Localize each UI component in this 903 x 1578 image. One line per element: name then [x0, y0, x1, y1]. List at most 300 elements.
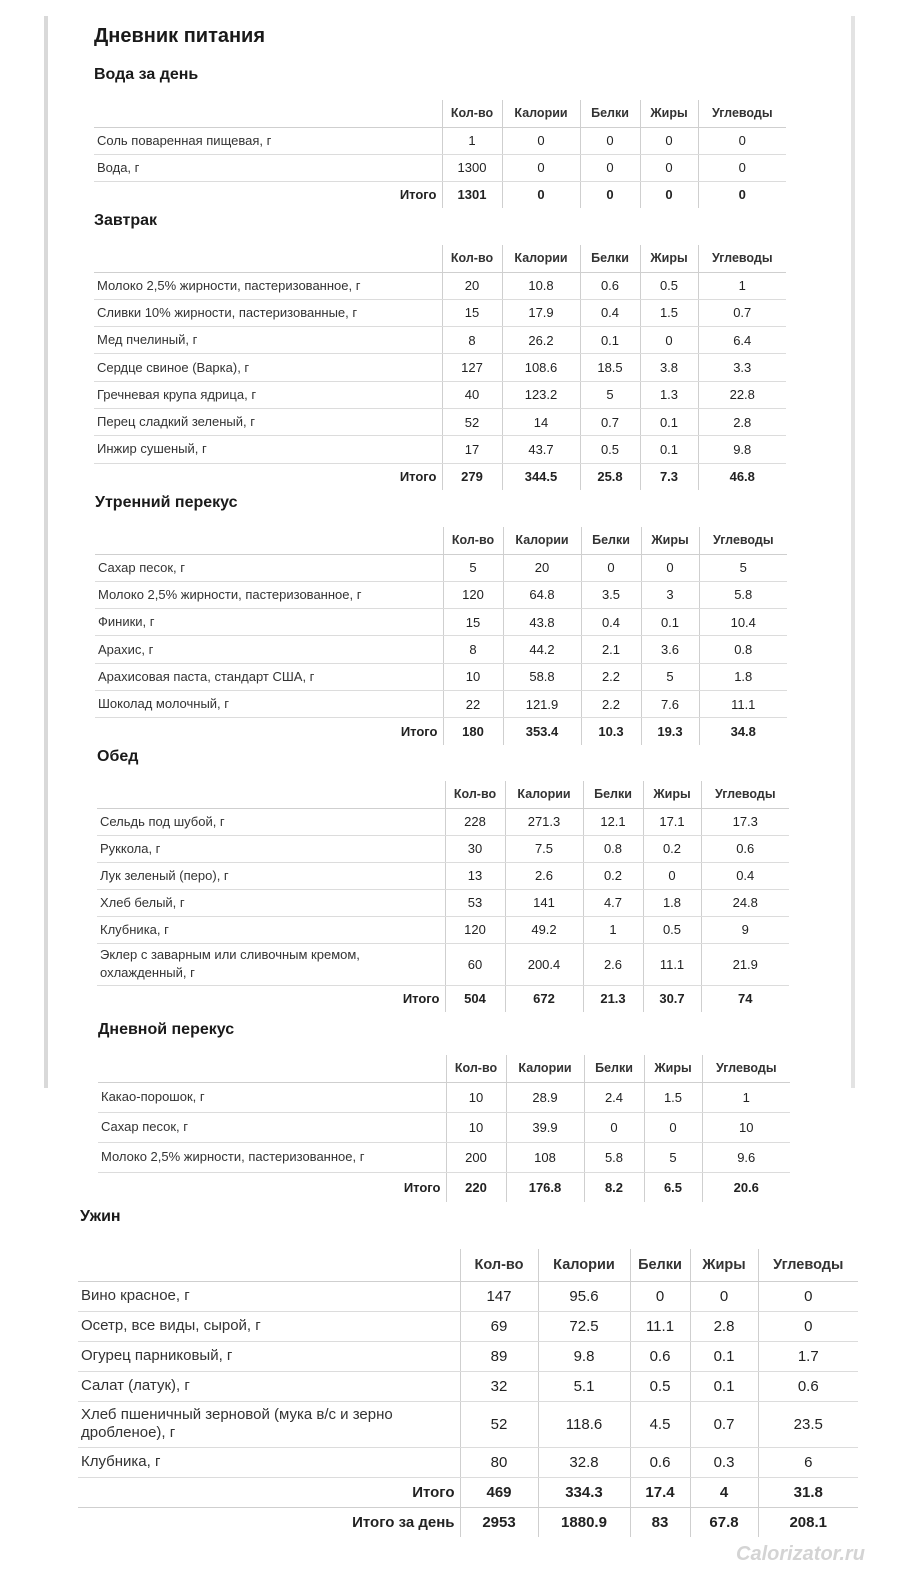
column-header: Калории	[505, 781, 583, 808]
total-value-cell: 279	[442, 463, 502, 490]
table-row	[94, 299, 786, 326]
value-cell: 0.4	[701, 862, 789, 889]
total-value-cell: 176.8	[506, 1172, 584, 1202]
total-value-cell: 30.7	[643, 985, 701, 1012]
column-header: Белки	[580, 100, 640, 127]
value-cell: 0	[690, 1281, 758, 1311]
column-header: Белки	[580, 245, 640, 272]
value-cell: 10.4	[699, 609, 787, 636]
food-name-cell: Хлеб белый, г	[97, 889, 445, 916]
value-cell: 2.6	[505, 862, 583, 889]
value-cell: 0.2	[643, 835, 701, 862]
column-header: Углеводы	[702, 1055, 790, 1082]
meal-table	[98, 1055, 790, 1202]
food-name-cell: Вино красное, г	[78, 1281, 460, 1311]
value-cell: 1.5	[640, 299, 698, 326]
food-name-cell: Сахар песок, г	[95, 554, 443, 581]
value-cell: 0	[643, 862, 701, 889]
total-value-cell: 8.2	[584, 1172, 644, 1202]
total-row	[98, 1172, 790, 1202]
food-name-cell: Сердце свиное (Варка), г	[94, 354, 442, 381]
table-row	[97, 943, 789, 985]
table-row	[78, 1401, 858, 1447]
food-name-cell: Сливки 10% жирности, пастеризованные, г	[94, 299, 442, 326]
value-cell: 0.5	[640, 272, 698, 299]
value-cell: 0.6	[630, 1447, 690, 1477]
total-value-cell: 0	[580, 181, 640, 208]
food-name-cell: Салат (латук), г	[78, 1371, 460, 1401]
value-cell: 0	[584, 1112, 644, 1142]
value-cell: 0.7	[690, 1401, 758, 1447]
value-cell: 11.1	[643, 943, 701, 985]
table-row	[97, 862, 789, 889]
table-row	[94, 272, 786, 299]
table-row	[94, 154, 786, 181]
value-cell: 8	[442, 327, 502, 354]
value-cell: 32.8	[538, 1447, 630, 1477]
header-blank-cell	[98, 1055, 446, 1082]
food-name-cell: Эклер с заварным или сливочным кремом, охлажденный, г	[97, 943, 445, 985]
value-cell: 10	[702, 1112, 790, 1142]
value-cell: 43.8	[503, 609, 581, 636]
food-name-cell: Хлеб пшеничный зерновой (мука в/с и зерно дробленое), г	[78, 1401, 460, 1447]
value-cell: 15	[443, 609, 503, 636]
value-cell: 22.8	[698, 381, 786, 408]
page-title: Дневник питания	[94, 25, 266, 47]
column-header: Калории	[538, 1249, 630, 1281]
table-row	[78, 1281, 858, 1311]
value-cell: 17.9	[502, 299, 580, 326]
value-cell: 0.6	[580, 272, 640, 299]
column-header: Калории	[502, 245, 580, 272]
column-header: Кол-во	[446, 1055, 506, 1082]
total-value-cell: 83	[630, 1507, 690, 1537]
total-label: Итого	[400, 724, 438, 740]
value-cell: 32	[460, 1371, 538, 1401]
total-value-cell: 34.8	[699, 718, 787, 745]
value-cell: 121.9	[503, 690, 581, 717]
value-cell: 0.8	[583, 835, 643, 862]
food-name-cell: Вода, г	[94, 154, 442, 181]
total-label: Итого за день	[352, 1513, 455, 1531]
value-cell: 5	[699, 554, 787, 581]
food-name-cell: Руккола, г	[97, 835, 445, 862]
value-cell: 0.6	[701, 835, 789, 862]
value-cell: 0	[758, 1281, 858, 1311]
value-cell: 10	[446, 1112, 506, 1142]
value-cell: 0.3	[690, 1447, 758, 1477]
value-cell: 5	[443, 554, 503, 581]
table-row	[94, 354, 786, 381]
value-cell: 0	[698, 127, 786, 154]
value-cell: 0	[640, 154, 698, 181]
value-cell: 2.2	[581, 663, 641, 690]
column-header: Белки	[584, 1055, 644, 1082]
value-cell: 3.6	[641, 636, 699, 663]
value-cell: 53	[445, 889, 505, 916]
value-cell: 108	[506, 1142, 584, 1172]
total-value-cell: 4	[690, 1477, 758, 1507]
value-cell: 0	[580, 154, 640, 181]
table-row	[78, 1371, 858, 1401]
value-cell: 2.4	[584, 1082, 644, 1112]
column-header: Калории	[502, 100, 580, 127]
value-cell: 0	[502, 154, 580, 181]
value-cell: 89	[460, 1341, 538, 1371]
value-cell: 0.4	[581, 609, 641, 636]
total-value-cell: 17.4	[630, 1477, 690, 1507]
section-title: Завтрак	[94, 212, 158, 229]
section-title: Обед	[97, 748, 139, 765]
value-cell: 3.3	[698, 354, 786, 381]
total-row	[94, 463, 786, 490]
value-cell: 0	[581, 554, 641, 581]
value-cell: 11.1	[699, 690, 787, 717]
total-value-cell: 67.8	[690, 1507, 758, 1537]
value-cell: 0	[640, 327, 698, 354]
value-cell: 58.8	[503, 663, 581, 690]
value-cell: 0.6	[630, 1341, 690, 1371]
value-cell: 4.7	[583, 889, 643, 916]
table-row	[95, 636, 787, 663]
food-name-cell: Огурец парниковый, г	[78, 1341, 460, 1371]
total-value-cell: 469	[460, 1477, 538, 1507]
total-value-cell: 0	[698, 181, 786, 208]
value-cell: 17.1	[643, 808, 701, 835]
value-cell: 17.3	[701, 808, 789, 835]
value-cell: 1	[583, 916, 643, 943]
header-blank-cell	[95, 527, 443, 554]
column-header: Кол-во	[460, 1249, 538, 1281]
table-row	[78, 1341, 858, 1371]
meal-table	[97, 781, 789, 1012]
value-cell: 30	[445, 835, 505, 862]
column-header: Калории	[503, 527, 581, 554]
value-cell: 0	[698, 154, 786, 181]
total-value-cell: 672	[505, 985, 583, 1012]
value-cell: 22	[443, 690, 503, 717]
value-cell: 5	[641, 663, 699, 690]
value-cell: 1.7	[758, 1341, 858, 1371]
total-value-cell: 0	[502, 181, 580, 208]
value-cell: 72.5	[538, 1311, 630, 1341]
value-cell: 15	[442, 299, 502, 326]
total-label: Итого	[399, 187, 437, 203]
value-cell: 5	[644, 1142, 702, 1172]
value-cell: 10.8	[502, 272, 580, 299]
total-value-cell: 21.3	[583, 985, 643, 1012]
column-header: Углеводы	[698, 100, 786, 127]
food-name-cell: Молоко 2,5% жирности, пастеризованное, г	[95, 581, 443, 608]
food-name-cell: Клубника, г	[97, 916, 445, 943]
value-cell: 120	[443, 581, 503, 608]
value-cell: 120	[445, 916, 505, 943]
food-name-cell: Арахис, г	[95, 636, 443, 663]
food-name-cell: Молоко 2,5% жирности, пастеризованное, г	[98, 1142, 446, 1172]
food-name-cell: Сельдь под шубой, г	[97, 808, 445, 835]
value-cell: 5.8	[699, 581, 787, 608]
table-row	[95, 554, 787, 581]
value-cell: 5.8	[584, 1142, 644, 1172]
table-row	[97, 889, 789, 916]
value-cell: 5	[580, 381, 640, 408]
value-cell: 7.6	[641, 690, 699, 717]
value-cell: 1.8	[643, 889, 701, 916]
value-cell: 1.8	[699, 663, 787, 690]
value-cell: 28.9	[506, 1082, 584, 1112]
value-cell: 271.3	[505, 808, 583, 835]
value-cell: 43.7	[502, 436, 580, 463]
food-name-cell: Арахисовая паста, стандарт США, г	[95, 663, 443, 690]
value-cell: 1	[702, 1082, 790, 1112]
value-cell: 40	[442, 381, 502, 408]
header-blank-cell	[94, 100, 442, 127]
food-name-cell: Шоколад молочный, г	[95, 690, 443, 717]
total-value-cell: 20.6	[702, 1172, 790, 1202]
value-cell: 1.5	[644, 1082, 702, 1112]
total-value-cell: 31.8	[758, 1477, 858, 1507]
food-name-cell: Финики, г	[95, 609, 443, 636]
food-name-cell: Соль поваренная пищевая, г	[94, 127, 442, 154]
total-value-cell: 2953	[460, 1507, 538, 1537]
food-name-cell: Мед пчелиный, г	[94, 327, 442, 354]
column-header: Жиры	[641, 527, 699, 554]
value-cell: 95.6	[538, 1281, 630, 1311]
value-cell: 9	[701, 916, 789, 943]
column-header: Жиры	[640, 245, 698, 272]
value-cell: 0.5	[580, 436, 640, 463]
value-cell: 1.3	[640, 381, 698, 408]
column-header: Жиры	[690, 1249, 758, 1281]
column-header: Углеводы	[698, 245, 786, 272]
total-value-cell: 1301	[442, 181, 502, 208]
value-cell: 0.7	[698, 299, 786, 326]
value-cell: 12.1	[583, 808, 643, 835]
section-title: Ужин	[80, 1208, 121, 1225]
value-cell: 147	[460, 1281, 538, 1311]
total-value-cell: 0	[640, 181, 698, 208]
column-header: Белки	[581, 527, 641, 554]
total-value-cell: 208.1	[758, 1507, 858, 1537]
value-cell: 64.8	[503, 581, 581, 608]
total-row	[97, 985, 789, 1012]
table-row	[78, 1447, 858, 1477]
value-cell: 0.2	[583, 862, 643, 889]
header-blank-cell	[94, 245, 442, 272]
table-row	[97, 835, 789, 862]
value-cell: 20	[442, 272, 502, 299]
value-cell: 0	[644, 1112, 702, 1142]
value-cell: 0.6	[758, 1371, 858, 1401]
watermark-logo: Calorizator.ru	[736, 1543, 865, 1565]
value-cell: 1300	[442, 154, 502, 181]
section-title: Вода за день	[94, 66, 199, 83]
column-header: Углеводы	[758, 1249, 858, 1281]
header-blank-cell	[78, 1249, 460, 1281]
table-row	[98, 1082, 790, 1112]
value-cell: 0.1	[640, 436, 698, 463]
value-cell: 80	[460, 1447, 538, 1477]
meal-table	[95, 527, 787, 745]
table-row	[78, 1311, 858, 1341]
column-header: Жиры	[640, 100, 698, 127]
value-cell: 11.1	[630, 1311, 690, 1341]
value-cell: 26.2	[502, 327, 580, 354]
table-row	[94, 381, 786, 408]
total-value-cell: 6.5	[644, 1172, 702, 1202]
value-cell: 24.8	[701, 889, 789, 916]
food-name-cell: Осетр, все виды, сырой, г	[78, 1311, 460, 1341]
column-header: Белки	[630, 1249, 690, 1281]
meal-table	[94, 100, 786, 208]
column-header: Кол-во	[443, 527, 503, 554]
value-cell: 0.8	[699, 636, 787, 663]
section-title: Утренний перекус	[95, 494, 238, 511]
value-cell: 49.2	[505, 916, 583, 943]
column-header: Кол-во	[442, 100, 502, 127]
meal-table	[94, 245, 786, 490]
value-cell: 6	[758, 1447, 858, 1477]
value-cell: 1	[698, 272, 786, 299]
value-cell: 0	[630, 1281, 690, 1311]
table-row	[95, 581, 787, 608]
value-cell: 118.6	[538, 1401, 630, 1447]
value-cell: 20	[503, 554, 581, 581]
food-name-cell: Какао-порошок, г	[98, 1082, 446, 1112]
day-total-row	[78, 1507, 858, 1537]
total-row	[94, 181, 786, 208]
value-cell: 200.4	[505, 943, 583, 985]
value-cell: 141	[505, 889, 583, 916]
food-name-cell: Клубника, г	[78, 1447, 460, 1477]
value-cell: 3	[641, 581, 699, 608]
table-row	[97, 916, 789, 943]
header-blank-cell	[97, 781, 445, 808]
value-cell: 0.1	[690, 1341, 758, 1371]
total-label: Итого	[78, 1477, 460, 1507]
table-row	[95, 690, 787, 717]
value-cell: 0	[640, 127, 698, 154]
total-value-cell: 504	[445, 985, 505, 1012]
value-cell: 60	[445, 943, 505, 985]
total-value-cell: 46.8	[698, 463, 786, 490]
total-row	[78, 1477, 858, 1507]
total-label: Итого	[403, 1179, 441, 1195]
value-cell: 17	[442, 436, 502, 463]
food-name-cell: Сахар песок, г	[98, 1112, 446, 1142]
value-cell: 14	[502, 408, 580, 435]
value-cell: 3.5	[581, 581, 641, 608]
column-header: Углеводы	[699, 527, 787, 554]
value-cell: 108.6	[502, 354, 580, 381]
value-cell: 0.4	[580, 299, 640, 326]
value-cell: 2.2	[581, 690, 641, 717]
value-cell: 6.4	[698, 327, 786, 354]
food-name-cell: Гречневая крупа ядрица, г	[94, 381, 442, 408]
food-name-cell: Молоко 2,5% жирности, пастеризованное, г	[94, 272, 442, 299]
total-label: Итого	[402, 991, 440, 1007]
table-row	[95, 609, 787, 636]
total-value-cell: 10.3	[581, 718, 641, 745]
total-value-cell: 180	[443, 718, 503, 745]
value-cell: 2.8	[698, 408, 786, 435]
column-header: Жиры	[644, 1055, 702, 1082]
total-value-cell: 1880.9	[538, 1507, 630, 1537]
value-cell: 3.8	[640, 354, 698, 381]
value-cell: 13	[445, 862, 505, 889]
food-name-cell: Инжир сушеный, г	[94, 436, 442, 463]
value-cell: 127	[442, 354, 502, 381]
value-cell: 18.5	[580, 354, 640, 381]
table-row	[95, 663, 787, 690]
value-cell: 10	[443, 663, 503, 690]
value-cell: 0	[502, 127, 580, 154]
value-cell: 10	[446, 1082, 506, 1112]
value-cell: 21.9	[701, 943, 789, 985]
value-cell: 39.9	[506, 1112, 584, 1142]
value-cell: 8	[443, 636, 503, 663]
meal-table	[78, 1249, 858, 1537]
value-cell: 0.1	[690, 1371, 758, 1401]
table-row	[94, 436, 786, 463]
column-header: Калории	[506, 1055, 584, 1082]
total-value-cell: 353.4	[503, 718, 581, 745]
total-value-cell: 220	[446, 1172, 506, 1202]
table-row	[94, 127, 786, 154]
total-value-cell: 25.8	[580, 463, 640, 490]
value-cell: 0.1	[641, 609, 699, 636]
column-header: Жиры	[643, 781, 701, 808]
value-cell: 0.5	[630, 1371, 690, 1401]
total-row	[95, 718, 787, 745]
value-cell: 2.8	[690, 1311, 758, 1341]
value-cell: 9.8	[538, 1341, 630, 1371]
food-name-cell: Перец сладкий зеленый, г	[94, 408, 442, 435]
value-cell: 228	[445, 808, 505, 835]
column-header: Углеводы	[701, 781, 789, 808]
value-cell: 0.1	[580, 327, 640, 354]
value-cell: 0	[758, 1311, 858, 1341]
total-label: Итого	[399, 469, 437, 485]
column-header: Белки	[583, 781, 643, 808]
value-cell: 200	[446, 1142, 506, 1172]
value-cell: 123.2	[502, 381, 580, 408]
value-cell: 0	[580, 127, 640, 154]
table-row	[98, 1142, 790, 1172]
value-cell: 0.5	[643, 916, 701, 943]
column-header: Кол-во	[445, 781, 505, 808]
total-value-cell: 7.3	[640, 463, 698, 490]
value-cell: 9.8	[698, 436, 786, 463]
food-name-cell: Лук зеленый (перо), г	[97, 862, 445, 889]
value-cell: 7.5	[505, 835, 583, 862]
value-cell: 4.5	[630, 1401, 690, 1447]
table-row	[94, 327, 786, 354]
value-cell: 69	[460, 1311, 538, 1341]
table-row	[97, 808, 789, 835]
value-cell: 1	[442, 127, 502, 154]
value-cell: 0	[641, 554, 699, 581]
table-row	[98, 1112, 790, 1142]
value-cell: 23.5	[758, 1401, 858, 1447]
value-cell: 2.1	[581, 636, 641, 663]
section-title: Дневной перекус	[98, 1021, 235, 1038]
total-value-cell: 344.5	[502, 463, 580, 490]
total-value-cell: 19.3	[641, 718, 699, 745]
value-cell: 5.1	[538, 1371, 630, 1401]
value-cell: 9.6	[702, 1142, 790, 1172]
value-cell: 52	[460, 1401, 538, 1447]
